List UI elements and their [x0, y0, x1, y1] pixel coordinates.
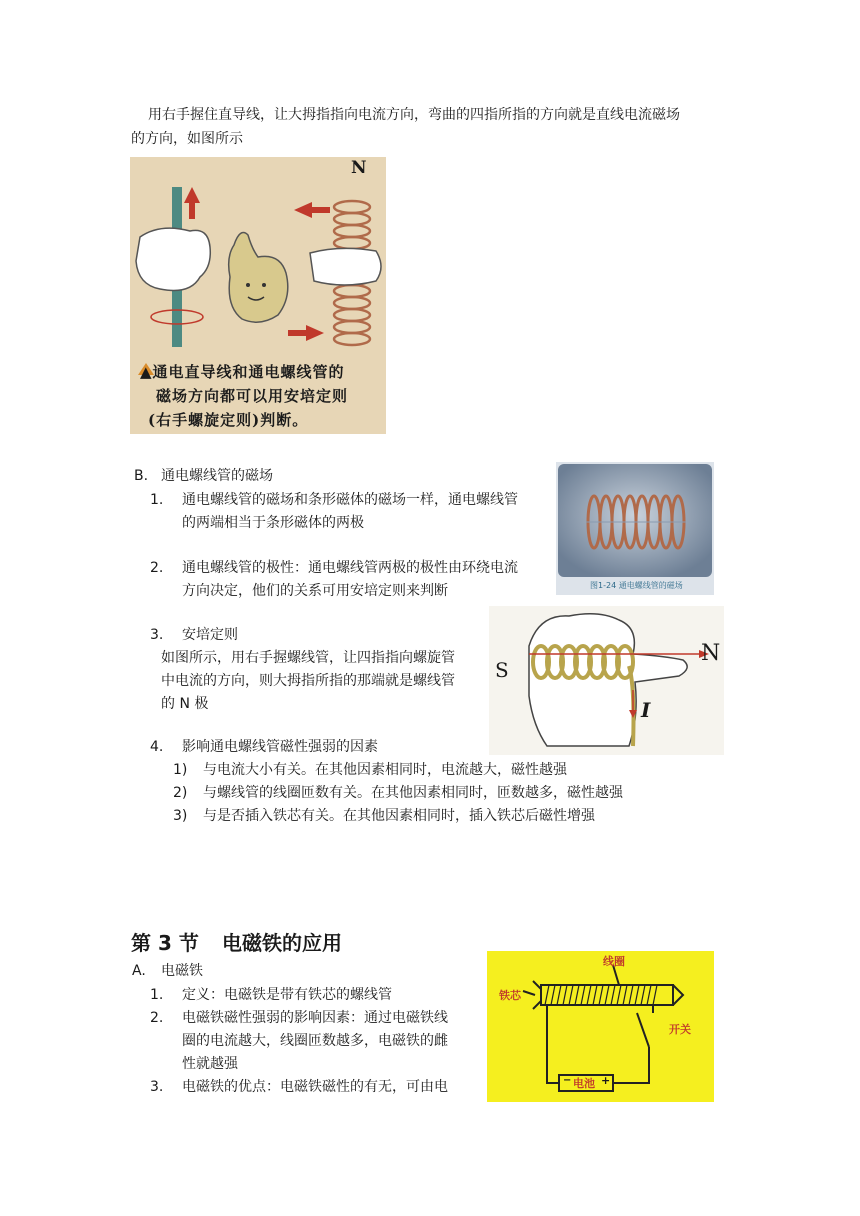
- b-sub-2-num: 2): [173, 785, 188, 801]
- solenoid-field-figure: [556, 462, 714, 595]
- battery-minus-sign: −: [563, 1075, 572, 1086]
- fig1-caption-line-2: 磁场方向都可以用安培定则: [156, 387, 349, 405]
- left-arrow-icon: [294, 202, 330, 218]
- ampere-rule-figure: [489, 606, 724, 755]
- switch-blade: [637, 1013, 649, 1047]
- right-hand-rule-figure: [130, 157, 386, 434]
- battery-label: 电池: [573, 1077, 595, 1090]
- left-wire: [547, 1005, 559, 1083]
- a-item-3-line-1: 电磁铁的优点：电磁铁磁性的有无，可由电: [182, 1079, 448, 1095]
- fig1-caption-line-3: (右手螺旋定则)判断。: [148, 411, 309, 429]
- ampere-rule-illustration: [489, 606, 724, 755]
- b-item-3-line-2: 中电流的方向，则大拇指所指的那端就是螺线管: [161, 673, 455, 689]
- north-pole-label: N: [351, 158, 367, 178]
- current-label: I: [641, 698, 651, 722]
- intro-line-2: 的方向，如图所示: [131, 131, 243, 147]
- electromagnet-circuit-figure: [487, 951, 714, 1102]
- b-item-2-line-2: 方向决定，他们的关系可用安培定则来判断: [182, 583, 448, 599]
- b-item-3-title: 安培定则: [182, 627, 238, 643]
- b-item-3-line-3: 的 N 极: [161, 696, 209, 712]
- b-item-4-num: 4.: [150, 739, 164, 755]
- b-item-4-title: 影响通电螺线管磁性强弱的因素: [182, 739, 378, 755]
- a-item-3-num: 3.: [150, 1079, 164, 1095]
- b-item-2-line-1: 通电螺线管的极性：通电螺线管两极的极性由环绕电流: [182, 560, 518, 576]
- south-pole-label: S: [495, 658, 509, 682]
- battery-plus-sign: +: [601, 1074, 611, 1087]
- thumb-character-icon: [229, 233, 288, 323]
- b-sub-1-num: 1): [173, 762, 188, 778]
- b-sub-2-text: 与螺线管的线圈匝数有关。在其他因素相同时，匝数越多，磁性越强: [203, 785, 623, 801]
- right-arrow-icon: [288, 325, 324, 341]
- left-hand-icon: [136, 228, 210, 290]
- core-label: 铁芯: [499, 989, 521, 1002]
- a-item-1-num: 1.: [150, 987, 164, 1003]
- section-a-title: 电磁铁: [161, 963, 203, 979]
- a-item-2-num: 2.: [150, 1010, 164, 1026]
- hand-icon: [529, 614, 687, 746]
- fig1-caption-line-1: ▲通电直导线和通电螺线管的: [140, 363, 345, 381]
- section-3-heading-num: 第 3 节: [131, 931, 199, 955]
- b-item-3-line-1: 如图所示，用右手握螺线管，让四指指向螺旋管: [161, 650, 455, 666]
- b-item-3-num: 3.: [150, 627, 164, 643]
- b-item-1-num: 1.: [150, 492, 164, 508]
- b-item-1-line-2: 的两端相当于条形磁体的两极: [182, 515, 364, 531]
- right-wire: [613, 1047, 649, 1083]
- b-sub-3-num: 3): [173, 808, 188, 824]
- section-b-title: 通电螺线管的磁场: [161, 468, 273, 484]
- core-tip: [673, 985, 683, 1005]
- a-item-2-line-1: 电磁铁磁性强弱的影响因素：通过电磁铁线: [182, 1010, 448, 1026]
- a-item-2-line-3: 性就越强: [182, 1056, 238, 1072]
- switch-label: 开关: [669, 1023, 691, 1036]
- section-a-marker: A.: [132, 963, 146, 979]
- right-hand-icon: [310, 248, 381, 285]
- intro-line-1: 用右手握住直导线，让大拇指指向电流方向，弯曲的四指所指的方向就是直线电流磁场: [148, 107, 680, 123]
- section-3-heading-title: 电磁铁的应用: [222, 931, 342, 955]
- b-sub-1-text: 与电流大小有关。在其他因素相同时，电流越大，磁性越强: [203, 762, 567, 778]
- b-item-2-num: 2.: [150, 560, 164, 576]
- current-up-arrow-icon: [184, 187, 200, 219]
- solenoid-field-illustration: [556, 462, 714, 595]
- b-sub-3-text: 与是否插入铁芯有关。在其他因素相同时，插入铁芯后磁性增强: [203, 808, 595, 824]
- fig2-caption: 图1-24 通电螺线管的磁场: [590, 581, 683, 590]
- b-item-1-line-1: 通电螺线管的磁场和条形磁体的磁场一样，通电螺线管: [182, 492, 518, 508]
- a-item-2-line-2: 圈的电流越大，线圈匝数越多，电磁铁的雌: [182, 1033, 448, 1049]
- section-b-marker: B.: [134, 468, 149, 484]
- north-pole-label-2: N: [701, 641, 721, 666]
- a-item-1-text: 定义：电磁铁是带有铁芯的螺线管: [182, 987, 392, 1003]
- coil-label: 线圈: [603, 955, 625, 968]
